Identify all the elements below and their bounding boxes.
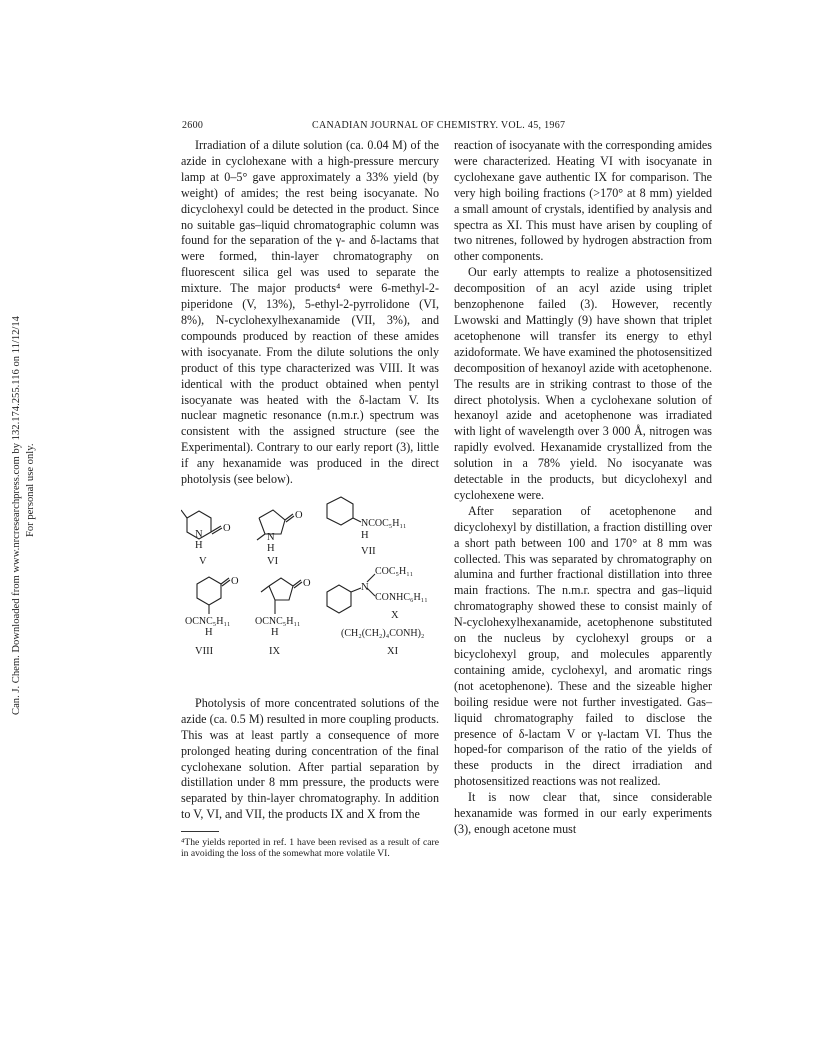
journal-title: CANADIAN JOURNAL OF CHEMISTRY. VOL. 45, 1967 — [312, 120, 566, 131]
structure-VI-bonds — [257, 510, 294, 540]
structure-VIII-bonds — [197, 577, 230, 614]
structure-VI-label: VI — [267, 555, 279, 567]
structures-svg — [181, 496, 439, 686]
structure-V-h: H — [195, 539, 203, 551]
structure-VII-bonds — [327, 497, 361, 525]
structure-IX-o: O — [303, 577, 311, 589]
structure-IX-sub: OCNC₅H₁₁ — [255, 615, 301, 627]
structure-V-o: O — [223, 522, 231, 534]
structures-figure — [181, 496, 439, 686]
structure-X-n: N — [361, 581, 369, 593]
left-column — [181, 138, 439, 860]
structure-X-bonds — [327, 574, 375, 613]
right-paragraph-2: Our early attempts to realize a photosensitized decomposition of an acyl azide using triplet benzophenone failed (3). However, recently Lwowski and Mattingly (9) have shown that triplet acetophenone will transfer its energy to ethyl azidoformate. We have examined the photosensitized decomposition of hexanoyl azide with acetophenone. The results are in striking contrast to those of the direct photolysis. When a cyclohexane solution of hexanoyl azide and acetophenone was irradiated with light of wavelength over 3 000 Å, nitrogen was rapidly evolved. Hexanamide crystallized from the solution in a 78% yield. No isocyanate was detectable in the products, but dicyclohexyl and cyclohexene were. — [454, 265, 712, 502]
structure-VII-label: VII — [361, 545, 376, 557]
left-paragraph-2: Photolysis of more concentrated solutions of the azide (ca. 0.5 M) resulted in more coupling products. This was at least partly a consequence of more prolonged heating during concentration of the final cyclohexane solution. After partial separation by distillation under 8 mm pressure, the products were separated by thin-layer chromatography. In addition to V, VI, and VII, the products IX and X from the — [181, 695, 439, 822]
structure-VIII-label: VIII — [195, 645, 214, 657]
footnote: ⁴The yields reported in ref. 1 have been revised as a result of care in avoiding the loss of the somewhat more volatile VI. — [181, 837, 439, 860]
footnote-rule — [181, 831, 219, 832]
structure-VIII-o: O — [231, 575, 239, 587]
watermark-line-2: For personal use only. — [25, 443, 36, 537]
structure-XI-label: XI — [387, 645, 399, 657]
right-paragraph-4: It is now clear that, since considerable hexanamide was formed in our early experiments (3), enough acetone must — [454, 790, 712, 836]
watermark-line-1: Can. J. Chem. Downloaded from www.nrcresearchpress.com by 132.174.255.116 on 11/12/14 — [11, 316, 22, 715]
running-head — [0, 120, 816, 134]
structure-IX-label: IX — [269, 645, 281, 657]
structure-VII-h: H — [361, 529, 369, 541]
structure-VI-n: N — [267, 531, 275, 543]
structure-X-label: X — [391, 609, 399, 621]
structure-V-n: N — [195, 528, 203, 540]
structure-VIII-sub: OCNC₅H₁₁ — [185, 615, 231, 627]
right-column — [454, 138, 712, 838]
structure-XI-formula: (CH₂(CH₂)₄CONH)₂ — [341, 627, 425, 639]
structure-VI-o: O — [295, 509, 303, 521]
structure-IX-bonds — [261, 578, 302, 614]
right-paragraph-1: reaction of isocyanate with the corresponding amides were characterized. Heating VI with isocyanate in cyclohexane gave authentic IX for comparison. The very high boiling fractions (>170° at 8 mm) yielded a small amount of crystals, identified by analysis and spectra as XI. This must have arisen by coupling of two nitrenes, followed by hydrogen abstraction from other components. — [454, 138, 712, 264]
structure-X-bottom: CONHC₆H₁₁ — [375, 591, 428, 603]
page-number: 2600 — [182, 120, 204, 131]
structure-VII-sub: NCOC₅H₁₁ — [361, 517, 407, 529]
watermark-svg — [6, 175, 42, 715]
left-paragraph-1: Irradiation of a dilute solution (ca. 0.04 M) of the azide in cyclohexane with a high-pressure mercury lamp at 0–5° gave approximately a 33% yield (by weight) of amides; the rest being isocyanate. No dicyclohexyl could be detected in the product. Since no suitable gas–liquid chromatographic column was found for the separation of the γ- and δ-lactams that were formed, thin-layer chromatography on fluorescent silica gel was used to separate the mixture. The major products⁴ were 6-methyl-2-piperidone (V, 13%), 5-ethyl-2-pyrrolidone (VI, 8%), N-cyclohexylhexanamide (VII, 3%), and compounds produced by reaction of these amides with isocyanate. From the dilute solutions the only product of this type characterized was VIII. It was identical with the product obtained when pentyl isocyanate was heated with the δ-lactam V. Its nuclear magnetic resonance (n.m.r.) spectrum was consistent with the assigned structure (see the Experimental). Contrary to our early report (3), little if any hexanamide was produced in the direct photolysis (see below). — [181, 138, 439, 487]
structure-V-label: V — [199, 555, 207, 567]
structure-IX-h: H — [271, 626, 279, 638]
structure-X-top: COC₅H₁₁ — [375, 565, 414, 577]
structure-VI-h: H — [267, 542, 275, 554]
download-watermark — [6, 175, 42, 715]
structure-VIII-h: H — [205, 626, 213, 638]
right-paragraph-3: After separation of acetophenone and dicyclohexyl by distillation, a fraction distilling over a short path between 100 and 170° at 8 mm was collected. This was separated by chromatography on alumina and further fractional distillation into three main fractions. The n.m.r. spectra and gas–liquid chromatography showed these to consist mainly of N-cyclohexylhexanamide, acetophenone substituted on the nucleus by cyclohexyl groups or a bicyclohexyl group, and molecules apparently containing amide, cyclohexyl, and aromatic rings (not acetophenone). These and the sizeable higher boiling residue were not further investigated. Gas–liquid chromatography failed to disclose the presence of δ-lactam V or γ-lactam VI. Thus the hoped-for comparison of the ratio of the yields of these products in the direct irradiation and photosensitized reactions was not realized. — [454, 503, 712, 789]
